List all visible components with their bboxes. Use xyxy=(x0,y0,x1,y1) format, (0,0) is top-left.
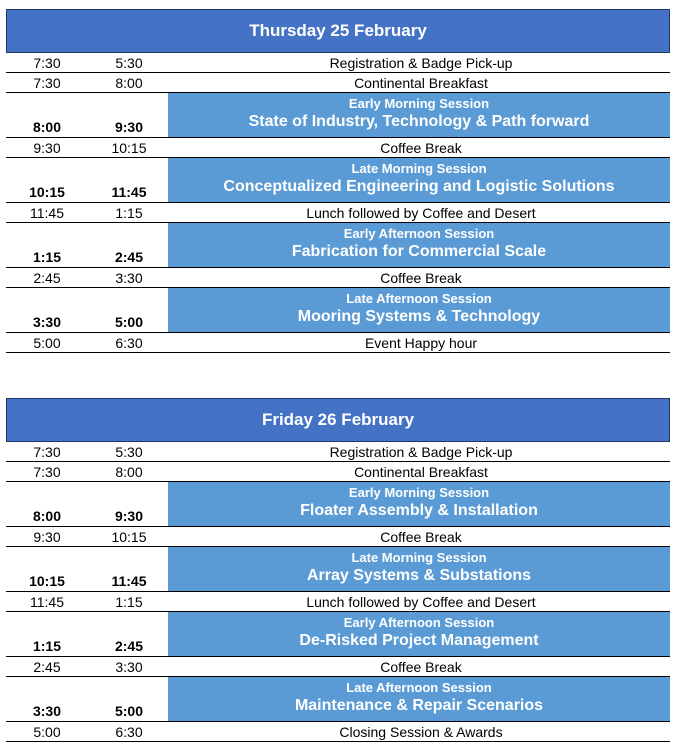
start-time: 3:30 xyxy=(32,314,62,330)
session-title: Maintenance & Repair Scenarios xyxy=(294,697,544,714)
session-title: State of Industry, Technology & Path forward xyxy=(248,113,590,130)
schedule-row xyxy=(6,462,670,482)
start-time: 11:45 xyxy=(30,205,64,221)
event-description: Registration & Badge Pick-up xyxy=(329,55,513,71)
start-time: 8:00 xyxy=(32,508,62,524)
start-time: 9:30 xyxy=(33,140,61,156)
schedule-row xyxy=(6,333,670,353)
start-time: 3:30 xyxy=(32,703,62,719)
day-title: Thursday 25 February xyxy=(249,21,427,40)
session-row xyxy=(6,612,670,657)
day-title: Friday 26 February xyxy=(261,410,415,429)
end-time: 6:30 xyxy=(115,335,143,351)
day-schedule-friday xyxy=(6,398,670,742)
event-description: Continental Breakfast xyxy=(354,75,488,91)
start-time: 7:30 xyxy=(33,464,61,480)
session-label: Early Afternoon Session xyxy=(343,226,495,241)
start-time: 7:30 xyxy=(33,55,61,71)
end-time: 8:00 xyxy=(115,75,143,91)
end-time: 8:00 xyxy=(115,464,143,480)
session-label: Late Morning Session xyxy=(351,550,487,565)
day-header xyxy=(6,9,670,53)
schedule-row xyxy=(6,442,670,462)
end-time: 5:30 xyxy=(115,444,143,460)
session-row xyxy=(6,288,670,333)
session-title: Mooring Systems & Technology xyxy=(297,308,541,325)
schedule-row xyxy=(6,73,670,93)
session-title: Array Systems & Substations xyxy=(306,567,532,584)
event-description: Lunch followed by Coffee and Desert xyxy=(306,205,536,221)
session-row xyxy=(6,482,670,527)
session-row xyxy=(6,677,670,722)
start-time: 2:45 xyxy=(33,270,61,286)
schedule-row xyxy=(6,722,670,742)
end-time: 2:45 xyxy=(114,638,144,654)
start-time: 1:15 xyxy=(32,638,62,654)
end-time: 2:45 xyxy=(114,249,144,265)
session-block xyxy=(168,223,670,267)
day-header xyxy=(6,398,670,442)
event-description: Coffee Break xyxy=(380,529,462,545)
start-time: 8:00 xyxy=(32,119,62,135)
end-time: 6:30 xyxy=(115,724,143,740)
session-label: Late Morning Session xyxy=(351,161,487,176)
start-time: 7:30 xyxy=(33,444,61,460)
end-time: 11:45 xyxy=(111,184,147,200)
event-description: Event Happy hour xyxy=(364,335,478,351)
event-description: Coffee Break xyxy=(380,270,462,286)
session-row xyxy=(6,93,670,138)
start-time: 5:00 xyxy=(33,724,61,740)
session-block xyxy=(168,93,670,137)
start-time: 9:30 xyxy=(33,529,61,545)
session-label: Late Afternoon Session xyxy=(346,680,492,695)
session-block xyxy=(168,677,670,721)
end-time: 3:30 xyxy=(115,270,143,286)
end-time: 9:30 xyxy=(114,119,144,135)
start-time: 11:45 xyxy=(30,594,64,610)
event-description: Registration & Badge Pick-up xyxy=(329,444,513,460)
end-time: 3:30 xyxy=(115,659,143,675)
session-label: Early Afternoon Session xyxy=(343,615,495,630)
end-time: 11:45 xyxy=(111,573,147,589)
session-row xyxy=(6,547,670,592)
session-title: Conceptualized Engineering and Logistic Solutions xyxy=(223,178,615,195)
end-time: 1:15 xyxy=(115,594,143,610)
day-schedule-thursday xyxy=(6,9,670,353)
session-label: Early Morning Session xyxy=(348,96,490,111)
schedule-row xyxy=(6,53,670,73)
event-description: Coffee Break xyxy=(380,659,462,675)
start-time: 5:00 xyxy=(33,335,61,351)
end-time: 10:15 xyxy=(111,529,147,545)
end-time: 5:00 xyxy=(114,314,144,330)
start-time: 7:30 xyxy=(33,75,61,91)
session-label: Late Afternoon Session xyxy=(346,291,492,306)
session-label: Early Morning Session xyxy=(348,485,490,500)
session-block xyxy=(168,158,670,202)
event-description: Coffee Break xyxy=(380,140,462,156)
session-title: Fabrication for Commercial Scale xyxy=(291,243,547,260)
start-time: 10:15 xyxy=(29,184,65,200)
start-time: 10:15 xyxy=(29,573,65,589)
session-block xyxy=(168,547,670,591)
session-row xyxy=(6,223,670,268)
session-title: De-Risked Project Management xyxy=(299,632,539,649)
end-time: 5:00 xyxy=(114,703,144,719)
session-block xyxy=(168,288,670,332)
event-description: Lunch followed by Coffee and Desert xyxy=(306,594,536,610)
session-block xyxy=(168,612,670,656)
schedule-row xyxy=(6,592,670,612)
end-time: 1:15 xyxy=(115,205,143,221)
session-title: Floater Assembly & Installation xyxy=(300,502,538,519)
schedule-rows xyxy=(6,442,670,742)
session-block xyxy=(168,482,670,526)
schedule-row xyxy=(6,203,670,223)
schedule-row xyxy=(6,527,670,547)
end-time: 5:30 xyxy=(115,55,143,71)
start-time: 1:15 xyxy=(32,249,62,265)
end-time: 9:30 xyxy=(114,508,144,524)
start-time: 2:45 xyxy=(33,659,61,675)
event-description: Closing Session & Awards xyxy=(339,724,503,740)
schedule-rows xyxy=(6,53,670,353)
event-description: Continental Breakfast xyxy=(354,464,488,480)
schedule-row xyxy=(6,657,670,677)
end-time: 10:15 xyxy=(111,140,147,156)
schedule-row xyxy=(6,268,670,288)
schedule-row xyxy=(6,138,670,158)
session-row xyxy=(6,158,670,203)
